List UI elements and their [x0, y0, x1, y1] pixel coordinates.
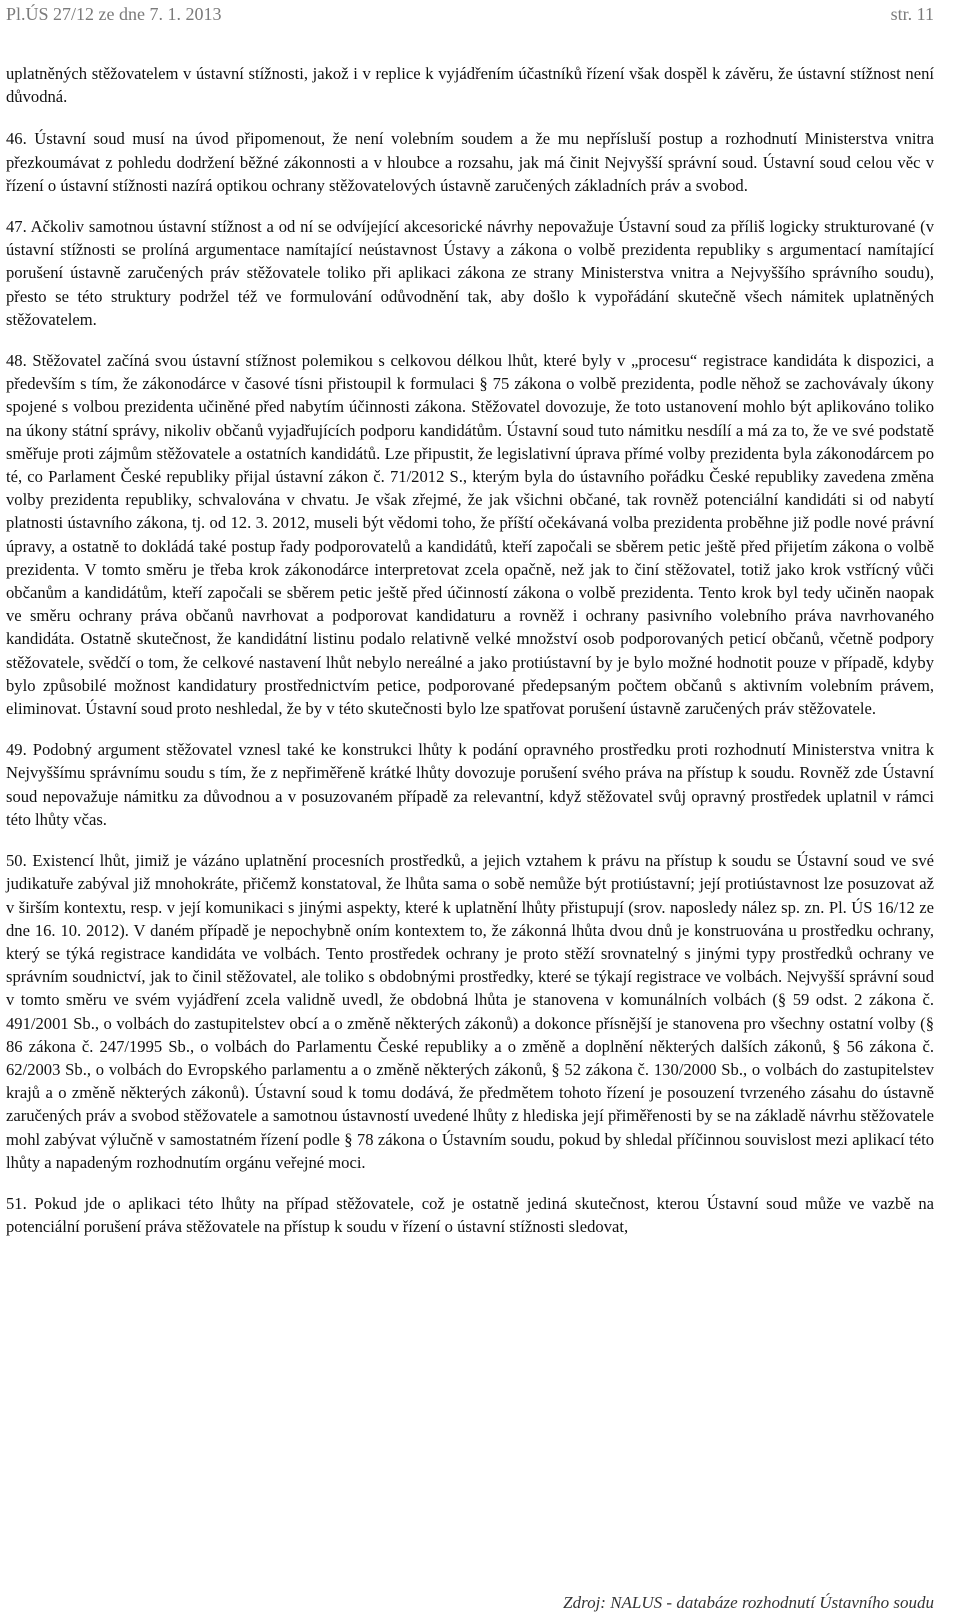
- paragraph-47: 47. Ačkoliv samotnou ústavní stížnost a od ní se odvíjející akcesorické návrhy nepovažuje Ústavní soud za příliš logicky strukturované (v ústavní stížnosti se prolíná argumentace namítající neústavnost Ústavy a zákona o volbě prezidenta republiky s argumentací namítající porušení ústavně zaručených práv stěžovatele toliko při aplikaci zákona ze strany Ministerstva vnitra a Nejvyššího správního soudu), přesto se této struktury podržel též ve formulování odůvodnění tak, aby došlo k vypořádání skutečně všech námitek uplatněných stěžovatelem.: [6, 217, 934, 329]
- page-number: str. 11: [890, 4, 934, 24]
- paragraph-48: 48. Stěžovatel začíná svou ústavní stížnost polemikou s celkovou délkou lhůt, které byly v „procesu“ registrace kandidáta k dispozici, a především s tím, že zákonodárce v časové tísni přistoupil k formulaci § 75 zákona o volbě prezidenta, podle něhož se zachovávaly úkony spojené s volbou prezidenta učiněné před nabytím účinnosti zákona. Stěžovatel dovozuje, že toto ustanovení mohlo být aplikováno toliko na úkony státní správy, nikoliv občanů vyjadřujících podporu kandidátům. Ústavní soud tuto námitku nesdílí a má za to, že ve své podstatě směřuje proti zájmům stěžovatele a ostatních kandidátů. Lze připustit, že legislativní úprava přímé volby prezidenta byla zákonodárcem po té, co Parlament České republiky přijal ústavní zákon č. 71/2012 S., kterým byla do ústavního pořádku České republiky zavedena změna volby prezidenta republiky, schvalována v chvatu. Je však zřejmé, že jak všichni občané, tak rovněž potenciální kandidáti si od nabytí platnosti ústavního zákona, tj. od 12. 3. 2012, museli být vědomi toho, že příští očekávaná volba prezidenta proběhne již podle nové právní úpravy, a ostatně to dokládá také postup řady podporovatelů a kandidátů, kteří započali se sběrem petic ještě před přijetím zákona o volbě prezidenta. V tomto směru je třeba krok zákonodárce interpretovat zcela opačně, než jak to činí stěžovatel, totiž jako krok vstřícný vůči občanům a kandidátům, kteří započali se sběrem petic ještě před účinností zákona o volbě prezidenta. Tento krok byl tedy učiněn naopak ve směru ochrany práva občanů navrhovat a podporovat kandidaturu a rovněž i ochrany pasivního volebního práva navrhovaného kandidáta. Ostatně skutečnost, že kandidátní listinu podalo relativně velké množství osob podporovaných peticí občanů, včetně podpory stěžovatele, svědčí o tom, že celkové nastavení lhůt nebylo nereálné a jako protiústavní by je bylo možné hodnotit pouze v případě, kdyby bylo způsobilé možnost kandidatury prostřednictvím petice, podporované předepsaným počtem občanů s aktivním volebním právem, eliminovat. Ústavní soud proto neshledal, že by v této skutečnosti bylo lze spatřovat porušení ústavně zaručených práv stěžovatele.: [6, 351, 934, 719]
- source-footer: Zdroj: NALUS - databáze rozhodnutí Ústavního soudu: [563, 1593, 934, 1612]
- page-header: [6, 4, 934, 28]
- paragraph-46: 46. Ústavní soud musí na úvod připomenout, že není volebním soudem a že mu nepřísluší postup a rozhodnutí Ministerstva vnitra přezkoumávat z pohledu dodržení běžné zákonnosti a v hloubce a rozsahu, jak má činit Nejvyšší správní soud. Ústavní soud celou věc v řízení o ústavní stížnosti nazírá optikou ochrany stěžovatelových ústavně zaručených základních práv a svobod.: [6, 129, 934, 195]
- paragraph-49: 49. Podobný argument stěžovatel vznesl také ke konstrukci lhůty k podání opravného prostředku proti rozhodnutí Ministerstva vnitra k Nejvyššímu správnímu soudu s tím, že z nepřiměřeně krátké lhůty dovozuje porušení svého práva na přístup k soudu. Rovněž zde Ústavní soud nepovažuje námitku za důvodnou a v posuzovaném případě za relevantní, když stěžovatel svůj opravný prostředek uplatnil v rámci této lhůty včas.: [6, 740, 934, 829]
- document-body: [6, 62, 934, 1256]
- paragraph-51: 51. Pokud jde o aplikaci této lhůty na případ stěžovatele, což je ostatně jediná skutečnost, kterou Ústavní soud může ve vazbě na potenciální porušení práva stěžovatele na přístup k soudu v řízení o ústavní stížnosti sledovat,: [6, 1193, 934, 1237]
- case-reference: Pl.ÚS 27/12 ze dne 7. 1. 2013: [6, 4, 222, 24]
- paragraph-50: 50. Existencí lhůt, jimiž je vázáno uplatnění procesních prostředků, a jejich vztahem k právu na přístup k soudu se Ústavní soud ve své judikatuře zabýval již mnohokráte, přičemž konstatoval, že lhůta sama o sobě nemůže být protiústavní; její protiústavnost lze posuzovat až v širším kontextu, resp. v její komunikaci s jinými aspekty, které k uplatnění lhůty přistupují (srov. naposledy nález sp. zn. Pl. ÚS 16/12 ze dne 16. 10. 2012). V daném případě je nepochybně oním kontextem to, že zákonná lhůta dvou dnů je konstruována u prostředku ochrany, který se týká registrace kandidáta ve volbách. Tento prostředek ochrany je proto stěží srovnatelný s jinými typy prostředků ochrany ve správním soudnictví, jak to činil stěžovatel, ale toliko s obdobnými prostředky, které se týkají registrace ve volbách. Nejvyšší správní soud v tomto směru ve svém vyjádření zcela validně uvedl, že obdobná lhůta je stanovena v komunálních volbách (§ 59 odst. 2 zákona č. 491/2001 Sb., o volbách do zastupitelstev obcí a o změně některých zákonů) a dokonce přísnější je stanovena pro všechny ostatní volby (§ 86 zákona č. 247/1995 Sb., o volbách do Parlamentu České republiky a o změně a doplnění některých dalších zákonů, § 56 zákona č. 62/2003 Sb., o volbách do Evropského parlamentu a o změně některých zákonů, § 52 zákona č. 130/2000 Sb., o volbách do zastupitelstev krajů a o změně některých zákonů). Ústavní soud k tomu dodává, že předmětem tohoto řízení je posouzení tvrzeného zásahu do ústavně zaručených práv a svobod stěžovatele a samotnou ústavností uvedené lhůty z hlediska její přiměřenosti by se na základě návrhu stěžovatele mohl zabývat výlučně v samostatném řízení podle § 78 zákona o Ústavním soudu, pokud by shledal příčinnou souvislost mezi aplikací této lhůty a napadeným rozhodnutím orgánu veřejné moci.: [6, 851, 934, 1172]
- paragraph-continuation: uplatněných stěžovatelem v ústavní stížnosti, jakož i v replice k vyjádřením účastníků řízení však dospěl k závěru, že ústavní stížnost není důvodná.: [6, 64, 934, 107]
